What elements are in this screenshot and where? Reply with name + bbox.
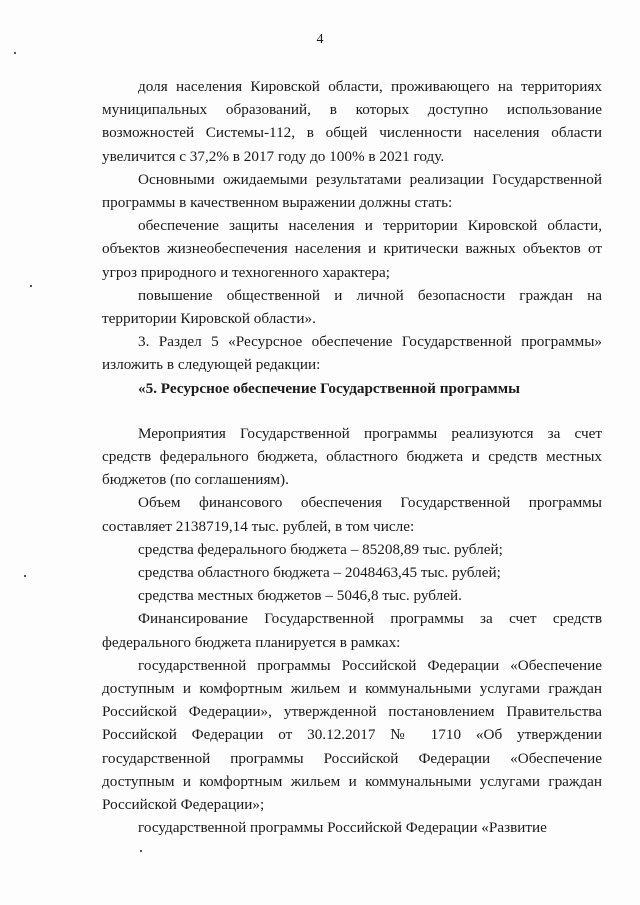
funding-federal: средства федерального бюджета – 85208,89 тыс. рублей; <box>138 540 503 558</box>
paragraph-safety: повышение общественной и личной безопасности граждан на территории Кировской области». <box>102 286 602 328</box>
paragraph-section-5-amendment: 3. Раздел 5 «Ресурсное обеспечение Государственной программы» изложить в следующей редакции: <box>102 333 602 374</box>
paragraph-population-share: доля населения Кировской области, проживающего на территориях муниципальных образований, в которых доступно использование возможностей Системы-112, в общей численности населения области увеличится с 37,2% в 2017 году до 100% в 2021 году. <box>102 78 602 165</box>
paragraph-housing-program: государственной программы Российской Федерации «Обеспечение доступным и комфортным жильем и коммунальными услугами граждан Российской Федерации», утвержденной постановлением Правительства Российской Федерации от 30.12.2017 № 1710 «Об утверждении государственной программы Российской Федерации «Обеспечение доступным и комфортным жильем и коммунальными услугами граждан Российской Федерации»; <box>102 656 602 814</box>
section-heading: «5. Ресурсное обеспечение Государственной программы <box>138 379 520 397</box>
paragraph-expected-results: Основными ожидаемыми результатами реализации Государственной программы в качественном выражении должны стать: <box>102 170 602 212</box>
scan-speck <box>30 285 32 287</box>
paragraph-total-funding: Объем финансового обеспечения Государственной программы составляет 2138719,14 тыс. рублей, в том числе: <box>102 494 602 535</box>
paragraph-funding-sources: Мероприятия Государственной программы реализуются за счет средств федерального бюджета, областного бюджета и средств местных бюджетов (по соглашениям). <box>102 424 602 489</box>
funding-regional: средства областного бюджета – 2048463,45 тыс. рублей; <box>138 564 501 582</box>
scan-speck <box>14 52 16 54</box>
paragraph-development-program: государственной программы Российской Федерации «Развитие <box>138 819 547 837</box>
document-body <box>102 75 602 840</box>
page-number: 4 <box>316 32 324 47</box>
funding-local: средства местных бюджетов – 5046,8 тыс. рублей. <box>138 587 462 605</box>
paragraph-protection: обеспечение защиты населения и территории Кировской области, объектов жизнеобеспечения населения и критически важных объектов от угроз природного и техногенного характера; <box>102 217 602 281</box>
scan-speck <box>24 575 26 577</box>
paragraph-federal-financing: Финансирование Государственной программы за счет средств федерального бюджета планируется в рамках: <box>102 610 602 651</box>
scan-speck <box>140 850 142 852</box>
